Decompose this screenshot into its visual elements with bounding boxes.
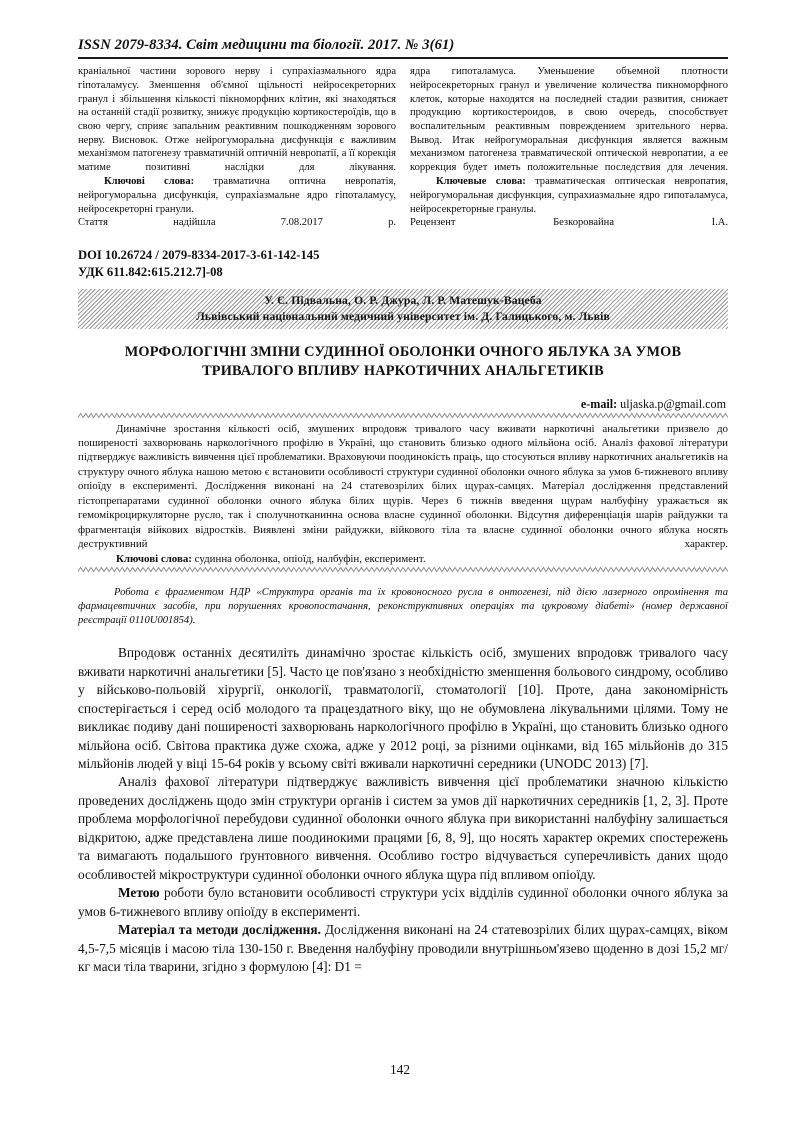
contact-email-line (78, 397, 728, 412)
author-affiliation: Львівський національний медичний університет ім. Д. Галицького, м. Львів (196, 309, 610, 323)
main-abstract-text: Динамічне зростання кількості осіб, змушених впродовж тривалого часу вживати наркотичні анальгетики призвело до поширеності захворювань наркологічного профілю в Україні, що становить близько одного мільйона осіб. Аналіз фахової літератури підтверджує важливість вивчення цієї проблематики. Враховуючи поодинокість праць, що стосуються впливу наркотичних анальгетиків на структуру очного яблука нашою метою є встановити особливості структури судинної оболонки очного яблука за умов 6-тижневого впливу опіоїду в експерименті. Дослідження виконані на 24 статевозрілих білих щурах-самцях. Матеріал дослідження представлений гістопрепаратами судинної оболонки очного яблука білих щурів. Через 6 тижнів введення щурам налбуфіну уражається як гемомікроциркуляторне русло, так і сполучнотканинна основа власне судинної оболонки. Відсутня диференціація шарів райдужки та фрагментація війкових відростків. Виявлені зміни райдужки, війкового тіла та власне судинної оболонки очного яблука носять деструктивний характер. (78, 422, 728, 551)
body-paragraph-4: Матеріал та методи дослідження. Дослідження виконані на 24 статевозрілих білих щурах-самцях, віком 4,5-7,5 місяців і масою тіла 130-150 г. Введення налбуфіну проводили внутрішньом'язево щоденно в дозі 15,2 мг/кг маси тіла тварини, згідно з формулою [4]: D1 = (78, 922, 728, 975)
keywords-text-main: судинна оболонка, опіоїд, налбуфін, експеримент. (194, 552, 426, 565)
reviewer-credit: Рецензент Безкоровайна І.А. (410, 217, 728, 229)
email-address[interactable]: uljaska.p@gmail.com (620, 396, 726, 411)
body-paragraph-2: Аналіз фахової літератури підтверджує важливість вивчення цієї проблематики значною кількістю проведених досліджень щодо змін структури органів і систем за умов дії наркотичних середників [1, 2, 3]. Проте проблема морфологічної перебудови судинної оболонки очного яблука при використанні налбуфіну залишається відкритою, адже представлена лише поодинокими працями [6, 8, 9], що носять характер окремих спостережень та вимагають подальшого ґрунтовного вивчення. Особливо гостро відчувається суперечливість даних щодо особливостей мікроструктури судинної оболонки очного яблука щура під впливом опіоїду. (78, 774, 728, 882)
email-label: e-mail: (580, 396, 618, 411)
article-title (78, 343, 728, 380)
keywords-label-ru: Ключевые слова: (436, 176, 526, 188)
header-rule (78, 57, 728, 59)
keywords-label-main: Ключові слова: (116, 552, 192, 565)
received-date: Стаття надійшла 7.08.2017 р. (78, 217, 396, 229)
authors-band (78, 289, 728, 329)
running-head: ISSN 2079-8334. Світ медицини та біології. 2017. № 3(61) (78, 37, 455, 53)
article-title-line-1: МОРФОЛОГІЧНІ ЗМІНИ СУДИННОЇ ОБОЛОНКИ ОЧНОГО ЯБЛУКА ЗА УМОВ (124, 344, 682, 361)
article-body (78, 644, 728, 976)
aim-label: Метою (118, 885, 160, 901)
body-paragraph-3: Метою роботи було встановити особливості структури усіх відділів судинної оболонки очного яблука за умов 6-тижневого впливу опіоїду в експерименті. (78, 885, 728, 919)
methods-label: Матеріал та методи дослідження. (118, 922, 321, 938)
abstract-ua-body: краніальної частини зорового нерву і супрахіазмального ядра гіпоталамусу. Зменшення об'ємної щільності нейросекреторних гранул і збільшення кількості пікноморфних клітин, які знаходяться на останній стадії розвитку, знижує продукцію кортикостероїдів, що в свою чергу, сприяє запальним реактивним пошкодженням зорового нерву. Висновок. Отже нейрогуморальна дисфункція є важливим механізмом патогенезу травматичній оптичній невропатії, а її корекція матиме позитивні наслідки для лікування. (78, 66, 396, 173)
abstract-ua-keywords (78, 175, 396, 216)
authors-list: У. Є. Підвальна, О. Р. Джура, Л. Р. Матешук-Вацеба (264, 294, 542, 308)
page-number: 142 (389, 1062, 411, 1077)
top-abstract-columns (78, 65, 728, 230)
keywords-label-ua: Ключові слова: (104, 176, 195, 188)
wavy-rule-bottom (78, 566, 728, 573)
article-title-line-2: ТРИВАЛОГО ВПЛИВУ НАРКОТИЧНИХ АНАЛЬГЕТИКІВ (202, 363, 604, 379)
page-content (78, 36, 728, 977)
keywords-text-ru: травматическая оптическая невропатия, нейрогуморальная дисфункция, супрахиазмальне ядро гипоталамуса, нейросекреторные гранулы. (410, 176, 728, 215)
body-paragraph-1: Впродовж останніх десятиліть динамічно зростає кількість осіб, змушених впродовж тривалого часу вживати наркотичні анальгетики [5]. Часто це пов'язано з необхідністю зменшення больового синдрому, особливо у військово-польовій хірургії, онкології, травматології, стоматології [10]. Проте, дана закономірність спостерігається і серед осіб молодого та працездатного віку, що не обумовлена лікувальними цілями. Тому не викликає подиву дані поширеності захворювань наркологічного профілю в Україні, що становить близько одного мільйона осіб. Світова практика дуже схожа, адже у 2012 році, за різними оцінками, від 165 мільйонів до 315 мільйонів людей у віці 15-64 років у всьому світі вживали наркотичні середники (UNODC 2013) [7]. (78, 645, 728, 771)
keywords-text-ua: травматична оптична невропатія, нейрогуморальна дисфункція, супрахіазмальне ядро гіпоталамусу, нейросекреторні гранули. (78, 176, 396, 215)
abstract-ru-keywords (410, 175, 728, 216)
abstract-ru-body: ядра гипоталамуса. Уменьшение объемной плотности нейросекреторных гранул и увеличение количества пикноморфного клеток, которые находятся на последней стадии развития, снижает продукцию кортикостероидов, в свою очередь, способствует воспалительным реактивным повреждением зрительного нерва. Вывод. Итак нейрогуморальная дисфункция является важным механизмом патогенеза травматической оптической невропатии, а ее коррекция будет иметь положительные последствия для лечения. (410, 66, 728, 173)
abstract-column-ua (78, 65, 396, 230)
main-abstract-keywords (78, 552, 728, 566)
abstract-column-ru (410, 65, 728, 230)
funding-note: Робота є фрагментом НДР «Структура органів та їх кровоносного русла в онтогенезі, під дією лазерного опромінення та фармацевтичних засобів, при порушеннях кровопостачання, реконструктивних операціях та цукровому діабеті» (номер державної реєстрації 0110U001854). (78, 586, 728, 627)
wavy-rule-top (78, 412, 728, 419)
doi-line: DOI 10.26724 / 2079-8334-2017-3-61-142-145 (78, 248, 320, 263)
identifier-block (78, 247, 728, 281)
main-abstract (78, 422, 728, 566)
udk-line: УДК 611.842:615.212.7]-08 (78, 265, 223, 280)
